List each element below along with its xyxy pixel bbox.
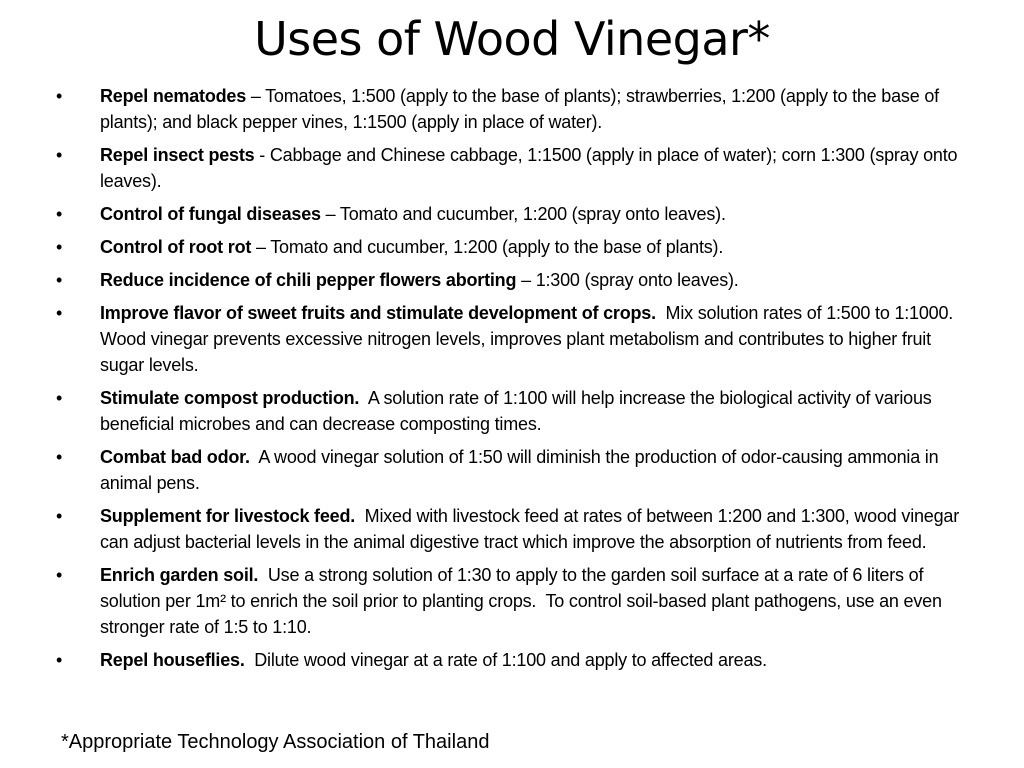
- bullet-item: [56, 142, 961, 194]
- bullet-text: – Tomato and cucumber, 1:200 (apply to the base of plants).: [251, 237, 724, 257]
- bullet-text: Dilute wood vinegar at a rate of 1:100 and apply to affected areas.: [244, 650, 767, 670]
- bullet-lead: Repel nematodes: [100, 86, 247, 106]
- bullet-lead: Supplement for livestock feed.: [100, 506, 356, 526]
- bullet-lead: Repel houseflies.: [100, 650, 245, 670]
- bullet-item: [56, 300, 961, 378]
- bullet-dot-icon: •: [56, 145, 63, 165]
- bullet-text: - Cabbage and Chinese cabbage, 1:1500 (apply in place of water); corn 1:300 (spray onto leaves).: [100, 145, 963, 191]
- bullet-text: A wood vinegar solution of 1:50 will diminish the production of odor-causing ammonia in animal pens.: [100, 447, 944, 493]
- bullet-dot-icon: •: [56, 270, 63, 290]
- bullet-text: A solution rate of 1:100 will help increase the biological activity of various beneficial microbes and can decrease composting times.: [100, 388, 937, 434]
- bullet-dot-icon: •: [56, 506, 63, 526]
- bullet-lead: Enrich garden soil.: [100, 565, 259, 585]
- bullet-dot-icon: •: [56, 237, 63, 257]
- bullet-dot-icon: •: [56, 565, 63, 585]
- bullet-lead: Combat bad odor.: [100, 447, 250, 467]
- bullet-dot-icon: •: [56, 86, 63, 106]
- bullet-text: – Tomato and cucumber, 1:200 (spray onto leaves).: [320, 204, 726, 224]
- bullet-text: – 1:300 (spray onto leaves).: [516, 270, 739, 290]
- bullet-item: [56, 83, 961, 135]
- bullet-dot-icon: •: [56, 388, 63, 408]
- slide-title: Uses of Wood Vinegar*: [254, 12, 770, 66]
- bullet-item: [56, 503, 964, 555]
- bullet-item: [56, 647, 961, 673]
- bullet-dot-icon: •: [56, 303, 63, 323]
- bullet-text: – Tomatoes, 1:500 (apply to the base of plants); strawberries, 1:200 (apply to the base of plants); and black pepper vines, 1:1500 (apply in place of water).: [100, 86, 944, 132]
- bullet-lead: Repel insect pests: [100, 145, 255, 165]
- bullet-list: [56, 83, 964, 680]
- bullet-item: [56, 201, 961, 227]
- bullet-lead: Stimulate compost production.: [100, 388, 360, 408]
- bullet-lead: Control of root rot: [100, 237, 252, 257]
- footnote: *Appropriate Technology Association of Thailand: [61, 731, 490, 753]
- bullet-dot-icon: •: [56, 447, 63, 467]
- bullet-item: [56, 267, 961, 293]
- bullet-dot-icon: •: [56, 650, 63, 670]
- bullet-lead: Control of fungal diseases: [100, 204, 321, 224]
- bullet-text: Mixed with livestock feed at rates of between 1:200 and 1:300, wood vinegar can adjust bacterial levels in the animal digestive tract which improve the absorption of nutrients from feed.: [100, 506, 964, 552]
- bullet-item: [56, 234, 961, 260]
- bullet-text: Use a strong solution of 1:30 to apply to the garden soil surface at a rate of 6 liters of solution per 1m² to enrich the soil prior to planting crops. To control soil-based plant pathogens, use an even stronger rate of 1:5 to 1:10.: [100, 565, 947, 637]
- bullet-lead: Reduce incidence of chili pepper flowers aborting: [100, 270, 517, 290]
- bullet-item: [56, 385, 961, 437]
- bullet-lead: Improve flavor of sweet fruits and stimulate development of crops.: [100, 303, 656, 323]
- bullet-item: [56, 562, 961, 640]
- bullet-dot-icon: •: [56, 204, 63, 224]
- bullet-text: Mix solution rates of 1:500 to 1:1000. Wood vinegar prevents excessive nitrogen levels, improves plant metabolism and contributes to higher fruit sugar levels.: [100, 303, 963, 375]
- bullet-item: [56, 444, 961, 496]
